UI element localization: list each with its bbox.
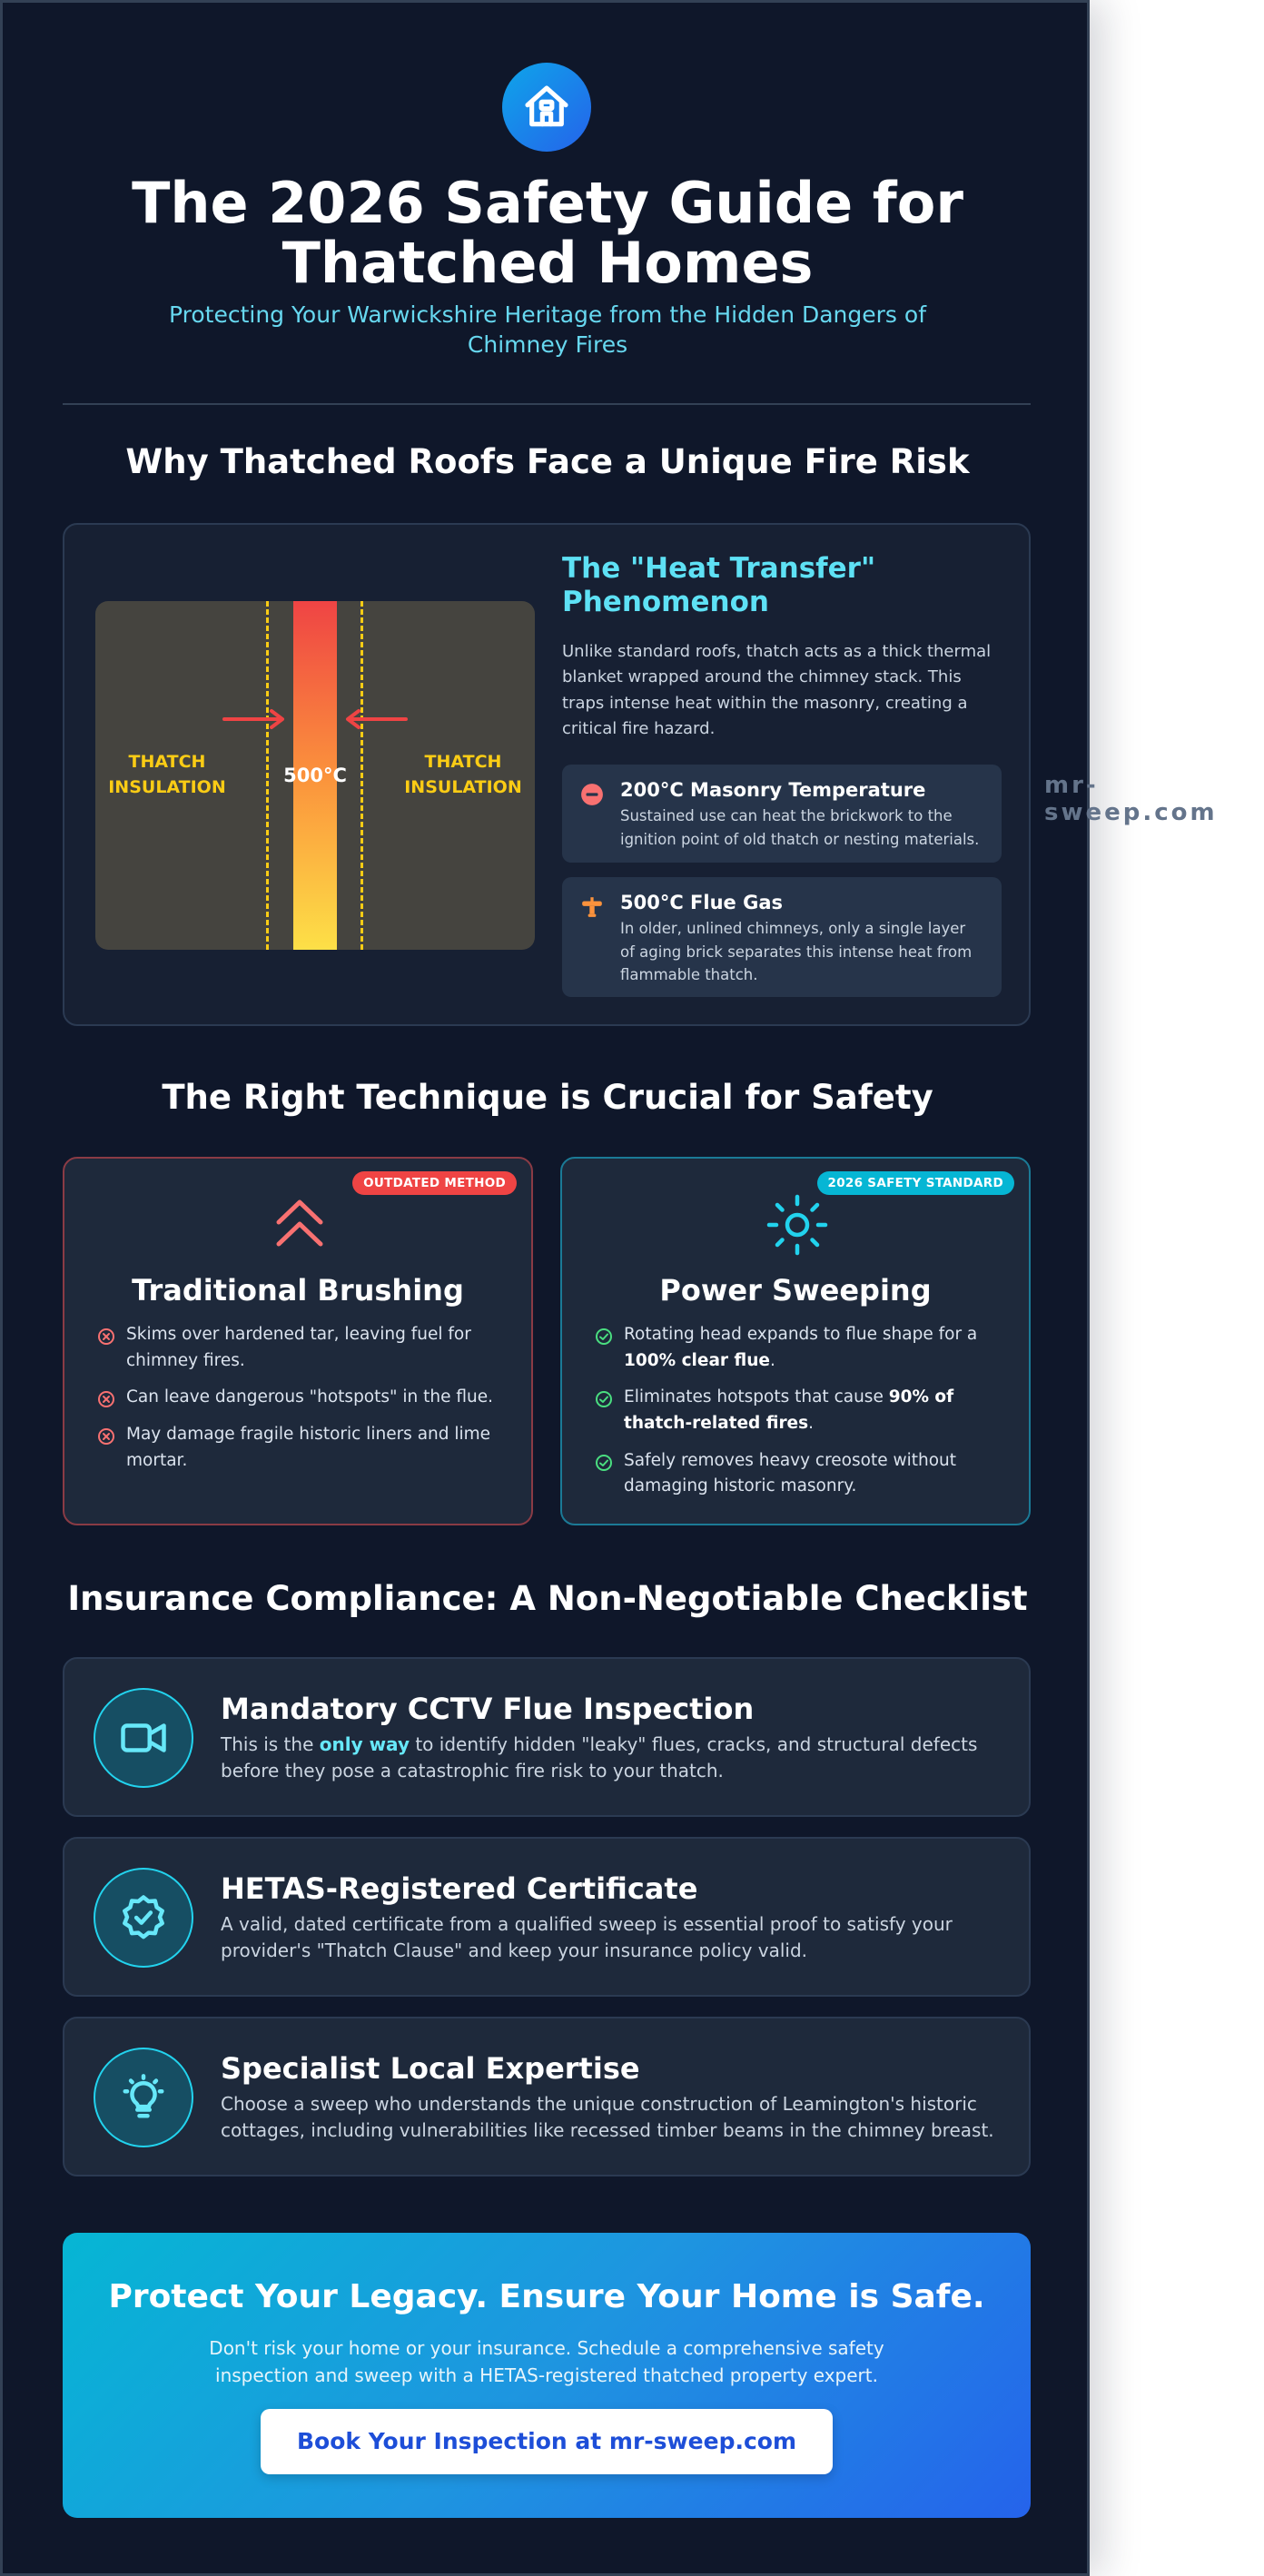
checklist-description: A valid, dated certificate from a qualified sweep is essential proof to satisfy your provider's "Thatch Clause" and keep your insurance policy valid. <box>221 1913 953 1961</box>
list-item: May damage fragile historic liners and lime mortar. <box>94 1422 511 1474</box>
checklist-title: Specialist Local Expertise <box>221 2051 640 2086</box>
check-circle-icon <box>595 1390 613 1408</box>
arrow-left-icon <box>342 708 408 730</box>
lightbulb-icon <box>94 2048 193 2147</box>
insurance-section-heading: Insurance Compliance: A Non-Negotiable Checklist <box>67 1579 1028 1618</box>
thatch-insulation-right-label: THATCH INSULATION <box>404 752 522 797</box>
video-camera-icon <box>94 1688 193 1788</box>
thatch-insulation-left-label: THATCH INSULATION <box>108 752 226 797</box>
fact-flue-gas <box>562 877 1002 997</box>
fact-title: 500°C Flue Gas <box>620 892 784 913</box>
cta-description: Don't risk your home or your insurance. Schedule a comprehensive safety inspection and sweep with a HETAS-registered thatched property expert. <box>209 2337 884 2386</box>
check-circle-icon <box>595 1454 613 1472</box>
x-circle-icon <box>97 1327 115 1346</box>
heat-transfer-title: The "Heat Transfer" Phenomenon <box>562 552 876 619</box>
book-inspection-button[interactable]: Book Your Inspection at mr-sweep.com <box>261 2409 833 2474</box>
check-circle-icon <box>595 1327 613 1346</box>
page-title: The 2026 Safety Guide for Thatched Homes <box>132 170 963 296</box>
list-item: Can leave dangerous "hotspots" in the flue. <box>94 1385 511 1411</box>
flue-temperature-label: 500°C <box>283 765 347 786</box>
x-circle-icon <box>97 1390 115 1408</box>
chimney-diagram <box>95 601 535 950</box>
heat-transfer-card <box>63 523 1031 1026</box>
cta-title: Protect Your Legacy. Ensure Your Home is Safe. <box>108 2278 985 2315</box>
traditional-drawbacks-list <box>94 1322 511 1485</box>
fact-text: In older, unlined chimneys, only a single layer of aging brick separates this intense heat from flammable thatch. <box>620 920 973 984</box>
fact-masonry-temperature <box>562 765 1002 863</box>
list-item: Skims over hardened tar, leaving fuel for chimney fires. <box>94 1322 511 1374</box>
safety-standard-badge: 2026 SAFETY STANDARD <box>817 1171 1014 1195</box>
pipe-valve-icon <box>580 895 604 919</box>
checklist-title: HETAS-Registered Certificate <box>221 1871 698 1906</box>
masonry-line-right <box>360 601 363 950</box>
checklist-item-cctv <box>63 1657 1031 1817</box>
heat-transfer-description: Unlike standard roofs, thatch acts as a thick thermal blanket wrapped around the chimney stack. This traps intense heat within the masonry, creating a critical fire hazard. <box>562 642 992 739</box>
checklist-description: This is the only way to identify hidden "leaky" flues, cracks, and structural defects before they pose a catastrophic fire risk to your thatch. <box>221 1733 978 1781</box>
traditional-brushing-card <box>63 1157 533 1525</box>
traditional-brushing-title: Traditional Brushing <box>132 1273 464 1308</box>
double-chevron-up-icon <box>268 1193 331 1257</box>
fact-title: 200°C Masonry Temperature <box>620 779 926 801</box>
outdated-method-badge: OUTDATED METHOD <box>352 1171 517 1195</box>
certified-badge-icon <box>94 1868 193 1968</box>
site-watermark: mr-sweep.com <box>1044 772 1218 826</box>
checklist-description: Choose a sweep who understands the unique construction of Leamington's historic cottages, including vulnerabilities like recessed timber beams in the chimney breast. <box>221 2093 994 2141</box>
fact-text: Sustained use can heat the brickwork to the ignition point of old thatch or nesting materials. <box>620 807 980 848</box>
masonry-line-left <box>266 601 269 950</box>
no-entry-icon <box>580 783 604 806</box>
x-circle-icon <box>97 1427 115 1446</box>
heat-section-heading: Why Thatched Roofs Face a Unique Fire Risk <box>125 442 970 481</box>
page-subtitle: Protecting Your Warwickshire Heritage from the Hidden Dangers of Chimney Fires <box>168 301 926 358</box>
list-item: Eliminates hotspots that cause 90% of thatch-related fires. <box>591 1385 1009 1436</box>
list-item: Safely removes heavy creosote without damaging historic masonry. <box>591 1448 1009 1500</box>
list-item: Rotating head expands to flue shape for a 100% clear flue. <box>591 1322 1009 1374</box>
house-icon <box>502 63 591 152</box>
checklist-title: Mandatory CCTV Flue Inspection <box>221 1692 755 1726</box>
technique-section-heading: The Right Technique is Crucial for Safety <box>162 1078 933 1117</box>
header-divider <box>63 403 1031 405</box>
call-to-action-panel <box>63 2233 1031 2518</box>
power-sweeping-title: Power Sweeping <box>659 1273 932 1308</box>
power-sweeping-card <box>560 1157 1031 1525</box>
arrow-right-icon <box>222 708 288 730</box>
checklist-item-hetas <box>63 1837 1031 1997</box>
power-benefits-list <box>591 1322 1009 1511</box>
sun-icon <box>765 1193 829 1257</box>
checklist-item-expertise <box>63 2017 1031 2176</box>
